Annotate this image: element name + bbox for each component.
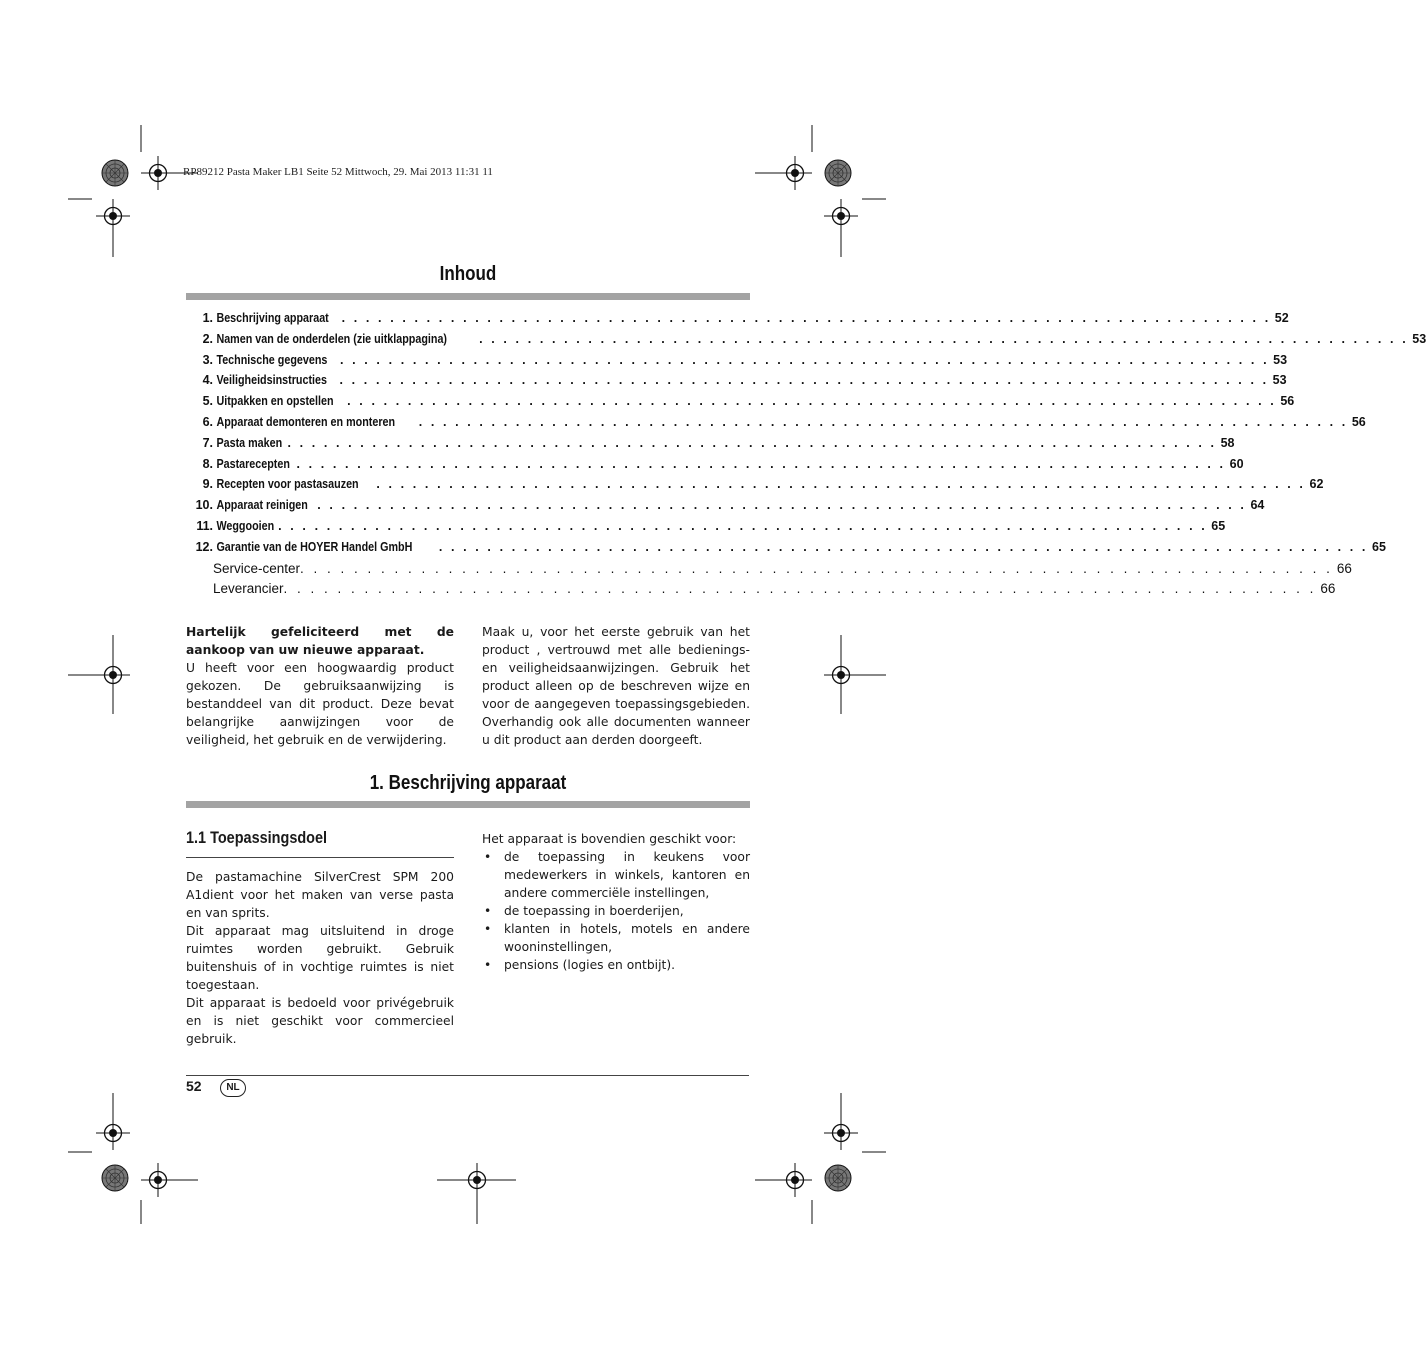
toc-item-page: 66 — [1320, 581, 1336, 597]
toc-title: Inhoud — [439, 263, 497, 285]
toc-leader-dots: . . . . . . . . . . . . . . . . . . . . . . . . . . . . . . . . . . . . . . . . . . . . . . . . . . . . . . . . . . . . . . . . . . . . . . . . . . . . . — [317, 498, 1247, 513]
toc-item-page: 62 — [1309, 477, 1324, 492]
toc-item-label: Garantie van de HOYER Handel GmbH — [216, 539, 413, 554]
toc-item-page: 53 — [1273, 352, 1288, 367]
toc-item-number: 9. — [202, 477, 213, 492]
toc-item-number: 8. — [202, 456, 213, 471]
toc-item-number: 2. — [202, 331, 213, 346]
toc-leader-dots: . . . . . . . . . . . . . . . . . . . . . . . . . . . . . . . . . . . . . . . . . . . . . . . . . . . . . . . . . . . . . . . . . . . . . . . . . . . . . — [296, 456, 1226, 471]
intro-heading: Hartelijk gefeliciteerd met de aankoop van uw nieuwe apparaat. — [186, 625, 454, 657]
list-item: • pensions (logies en ontbijt). — [482, 956, 750, 974]
intro-left-text: U heeft voor een hoogwaardig product gekozen. De gebruiksaanwijzing is bestanddeel van dit product. Deze bevat belangrijke aanwijzingen voor de veiligheid, het gebruik en de verwijdering. — [186, 661, 454, 747]
section-title: 1. Beschrijving apparaat — [369, 772, 567, 794]
language-badge: NL — [220, 1079, 246, 1097]
subsection-title: 1.1 Toepassingsdoel — [186, 828, 328, 847]
toc-item-label: Service-center — [213, 560, 301, 576]
table-of-contents — [186, 311, 1426, 602]
toc-leader-dots: . . . . . . . . . . . . . . . . . . . . . . . . . . . . . . . . . . . . . . . . . . . . . . . . . . . . . . . . . . . . . . . . . . . . . . . . . . . . . — [300, 560, 1333, 576]
intro-left-column — [186, 623, 454, 749]
toc-item-page: 65 — [1211, 518, 1226, 533]
paragraph: Dit apparaat is bedoeld voor privégebruik en is niet geschikt voor commercieel gebruik. — [186, 996, 454, 1046]
toc-item-label: Namen van de onderdelen (zie uitklappagina) — [216, 331, 448, 346]
page-number: 52 — [186, 1078, 202, 1094]
subsection-rule — [186, 857, 454, 858]
list-item: • de toepassing in boerderijen, — [482, 902, 750, 920]
toc-item-label: Apparaat reinigen — [216, 498, 308, 513]
toc-item-number: 7. — [202, 435, 213, 450]
toc-item-page: 64 — [1250, 498, 1265, 513]
toc-item-number: 3. — [202, 352, 213, 367]
intro-right-text: Maak u, voor het eerste gebruik van het product , vertrouwd met alle bedienings- en veiligheidsaanwijzingen. Gebruik het product alleen op de beschreven wijze en voor de aangegeven toepassingsgebieden. Overhandig ook alle documenten wanneer u dit product aan derden doorgeeft. — [482, 625, 750, 747]
toc-subitem — [186, 581, 1336, 602]
toc-item-page: 53 — [1272, 373, 1287, 388]
toc-leader-dots: . . . . . . . . . . . . . . . . . . . . . . . . . . . . . . . . . . . . . . . . . . . . . . . . . . . . . . . . . . . . . . . . . . . . . . . . . . . . . — [418, 414, 1348, 429]
toc-item — [186, 373, 1287, 394]
toc-item-page: 66 — [1336, 560, 1352, 576]
toc-item — [186, 477, 1324, 498]
toc-item-page: 53 — [1412, 331, 1426, 346]
bullet-list — [482, 848, 750, 974]
toc-item — [186, 311, 1289, 332]
toc-item-page: 56 — [1351, 414, 1366, 429]
toc-item-number: 12. — [195, 539, 213, 554]
toc-item-label: Recepten voor pastasauzen — [216, 477, 359, 492]
toc-item-number: 11. — [196, 518, 213, 533]
toc-item-number: 10. — [195, 498, 213, 513]
toc-item — [186, 539, 1386, 561]
paragraph: Dit apparaat mag uitsluitend in droge ruimtes worden gebruikt. Gebruik buitenshuis of in vochtige ruimtes is niet toegestaan. — [186, 924, 454, 992]
toc-item — [186, 435, 1235, 457]
list-item: • klanten in hotels, motels en andere wooninstellingen, — [482, 920, 750, 956]
toc-item-number: 1. — [202, 311, 213, 325]
toc-item — [186, 456, 1244, 478]
toc-item — [186, 394, 1295, 415]
toc-item — [186, 331, 1426, 353]
toc-leader-dots: . . . . . . . . . . . . . . . . . . . . . . . . . . . . . . . . . . . . . . . . . . . . . . . . . . . . . . . . . . . . . . . . . . . . . . . . . . . . . — [278, 518, 1208, 533]
right-intro: Het apparaat is bovendien geschikt voor: — [482, 832, 737, 846]
toc-leader-dots: . . . . . . . . . . . . . . . . . . . . . . . . . . . . . . . . . . . . . . . . . . . . . . . . . . . . . . . . . . . . . . . . . . . . . . . . . . . . . — [438, 539, 1368, 554]
footer-rule — [186, 1075, 749, 1076]
intro-right-column — [482, 623, 750, 749]
toc-item-page: 60 — [1229, 456, 1244, 471]
toc-item-number: 6. — [202, 414, 213, 429]
section-left-column — [186, 868, 454, 1048]
toc-item-label: Pastarecepten — [216, 456, 290, 471]
toc-item-page: 58 — [1220, 435, 1235, 450]
toc-item-label: Leverancier — [213, 581, 284, 597]
toc-leader-dots: . . . . . . . . . . . . . . . . . . . . . . . . . . . . . . . . . . . . . . . . . . . . . . . . . . . . . . . . . . . . . . . . . . . . . . . . . . . . . — [347, 394, 1277, 409]
toc-item — [186, 352, 1288, 374]
toc-item-page: 56 — [1280, 394, 1295, 409]
list-item: • de toepassing in keukens voor medewerkers in winkels, kantoren en andere commerciële instellingen, — [482, 848, 750, 902]
printer-info: RP89212 Pasta Maker LB1 Seite 52 Mittwoch, 29. Mai 2013 11:31 11 — [183, 166, 493, 178]
toc-leader-dots: . . . . . . . . . . . . . . . . . . . . . . . . . . . . . . . . . . . . . . . . . . . . . . . . . . . . . . . . . . . . . . . . . . . . . . . . . . . . . — [340, 352, 1270, 367]
section-title-bar — [186, 801, 750, 808]
toc-leader-dots: . . . . . . . . . . . . . . . . . . . . . . . . . . . . . . . . . . . . . . . . . . . . . . . . . . . . . . . . . . . . . . . . . . . . . . . . . . . . . — [479, 331, 1409, 346]
toc-item-label: Veiligheidsinstructies — [216, 373, 327, 388]
toc-leader-dots: . . . . . . . . . . . . . . . . . . . . . . . . . . . . . . . . . . . . . . . . . . . . . . . . . . . . . . . . . . . . . . . . . . . . . . . . . . . . . — [376, 477, 1306, 492]
toc-item-number: 5. — [202, 394, 213, 409]
toc-item-page: 52 — [1274, 311, 1289, 325]
toc-item-label: Apparaat demonteren en monteren — [216, 414, 396, 429]
section-right-column — [482, 830, 750, 974]
toc-title-bar — [186, 293, 750, 300]
toc-item — [186, 498, 1265, 519]
toc-item-label: Pasta maken — [216, 435, 283, 450]
toc-subitem — [186, 560, 1352, 582]
toc-leader-dots: . . . . . . . . . . . . . . . . . . . . . . . . . . . . . . . . . . . . . . . . . . . . . . . . . . . . . . . . . . . . . . . . . . . . . . . . . . . . . — [339, 373, 1269, 388]
toc-item-number: 4. — [202, 373, 213, 388]
toc-leader-dots: . . . . . . . . . . . . . . . . . . . . . . . . . . . . . . . . . . . . . . . . . . . . . . . . . . . . . . . . . . . . . . . . . . . . . . . . . . . . . — [287, 435, 1217, 450]
toc-item-label: Uitpakken en opstellen — [216, 394, 334, 409]
toc-leader-dots: . . . . . . . . . . . . . . . . . . . . . . . . . . . . . . . . . . . . . . . . . . . . . . . . . . . . . . . . . . . . . . . . . . . . . . . . . . . . . — [283, 581, 1317, 597]
toc-item-label: Technische gegevens — [216, 352, 328, 367]
toc-item-label: Beschrijving apparaat — [216, 311, 329, 325]
toc-item — [186, 518, 1226, 540]
toc-leader-dots: . . . . . . . . . . . . . . . . . . . . . . . . . . . . . . . . . . . . . . . . . . . . . . . . . . . . . . . . . . . . . . . . . . . . . . . . . . . . . — [341, 311, 1271, 325]
toc-item — [186, 414, 1366, 436]
toc-item-page: 65 — [1372, 539, 1386, 554]
toc-item-label: Weggooien — [216, 518, 275, 533]
paragraph: De pastamachine SilverCrest SPM 200 A1dient voor het maken van verse pasta en van sprits. — [186, 870, 454, 920]
